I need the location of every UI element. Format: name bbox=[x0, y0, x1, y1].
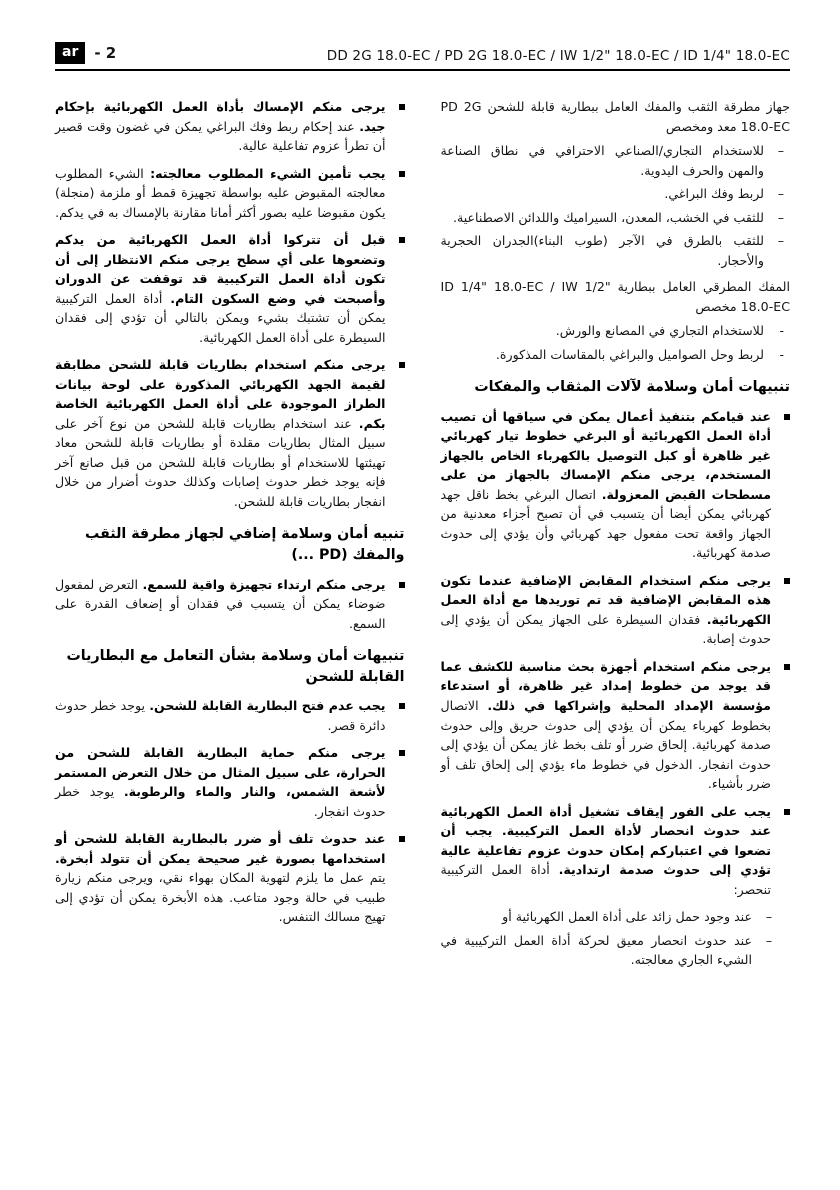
warning-item bbox=[441, 802, 791, 900]
square-bullet-icon bbox=[784, 578, 790, 584]
square-bullet-icon bbox=[784, 664, 790, 670]
use-item-text: لربط وحل الصواميل والبراغي بالمقاسات المذكورة. bbox=[495, 346, 764, 362]
warning-item-text bbox=[441, 407, 772, 563]
impact-uses-list bbox=[441, 321, 791, 364]
jam-causes-list bbox=[441, 907, 791, 970]
square-bullet-icon bbox=[784, 809, 790, 815]
left-column bbox=[55, 97, 405, 977]
dash-icon: – bbox=[777, 233, 784, 249]
jam-cause-text: عند حدوث انحصار معيق لحركة أداة العمل التركيبية في الشيء الجاري معالجته. bbox=[440, 932, 752, 968]
warning-item bbox=[441, 571, 791, 649]
right-column bbox=[441, 97, 791, 977]
warning-item bbox=[441, 657, 791, 794]
use-item-text: للاستخدام التجاري/الصناعي الاحترافي في نطاق الصناعة والمهن والحرف اليدوية. bbox=[440, 143, 764, 178]
warning-item bbox=[55, 829, 405, 927]
warning-item-text bbox=[55, 743, 386, 821]
warning-item-text bbox=[55, 355, 386, 511]
header-rule bbox=[55, 69, 790, 71]
use-item bbox=[441, 345, 785, 365]
dash-icon: - bbox=[779, 323, 784, 339]
warning-item bbox=[55, 97, 405, 156]
jam-cause-item bbox=[441, 907, 773, 927]
square-bullet-icon bbox=[399, 362, 405, 368]
pd-warning-list bbox=[55, 575, 405, 634]
warning-rest-text: يوجد خطر حدوث انفجار. bbox=[55, 784, 386, 819]
square-bullet-icon bbox=[399, 703, 405, 709]
page-title: DD 2G 18.0-EC / PD 2G 18.0-EC / IW 1/2" 18.0-EC / ID 1/4" 18.0-EC bbox=[326, 48, 790, 64]
warning-item bbox=[55, 355, 405, 511]
header-left bbox=[55, 42, 116, 64]
warning-rest-text: عند استخدام بطاريات قابلة للشحن من نوع آخر على سبيل المثال بطاريات مقلدة أو بطاريات قابلة للشحن معاد تهيئتها للاستخدام أو بطاريات قابلة للشحن من قبل صانع آخر فإنه يوجد خطر حدوث إصابات وكذلك حدوث أضرار من خلال انفجار بطاريات قابلة للشحن. bbox=[55, 415, 386, 509]
warning-item-text bbox=[55, 575, 386, 634]
use-item-text: للثقب في الخشب، المعدن، السيراميك واللدائن الاصطناعية. bbox=[452, 209, 764, 225]
device-description: جهاز مطرقة الثقب والمفك العامل ببطارية قابلة للشحن PD 2G 18.0-EC معد ومخصص bbox=[440, 99, 790, 134]
square-bullet-icon bbox=[399, 836, 405, 842]
warning-rest-text: يوجد خطر حدوث دائرة قصر. bbox=[55, 698, 386, 733]
warning-bold-text: يرجى منكم الإمساك بأداة العمل الكهربائية بإحكام جيد. bbox=[55, 99, 386, 134]
drill-safety-heading: تنبيهات أمان وسلامة لآلات المثقاب والمفكات bbox=[474, 379, 790, 396]
impact-driver-description: المفك المطرقي العامل ببطارية ID 1/4" 18.0-EC / IW 1/2" 18.0-EC مخصص bbox=[440, 279, 790, 314]
warning-item-text bbox=[441, 571, 772, 649]
warning-rest-text: فقدان السيطرة على الجهاز يمكن أن يؤدي إلى حدوث إصابة. bbox=[440, 611, 771, 647]
battery-warning-list bbox=[55, 696, 405, 927]
use-item bbox=[441, 208, 785, 228]
use-item bbox=[441, 141, 785, 180]
jam-cause-item bbox=[441, 931, 773, 970]
warning-bold-text: يرجى منكم حماية البطارية القابلة للشحن من الحرارة، على سبيل المثال من خلال التعرض المستمر لأشعة الشمس، والنار والماء والرطوبة. bbox=[55, 745, 386, 800]
warning-item bbox=[441, 407, 791, 563]
warning-rest-text: الشيء المطلوب معالجته المقبوض عليه بواسطة تجهيزة قمط أو ملزمة (منجلة) يكون مقبوضا عليه بصور أكثر أمانا مقارنة بالإمساك به في يدكم. bbox=[55, 165, 386, 220]
warning-item-text bbox=[441, 802, 772, 900]
page-content bbox=[55, 97, 790, 977]
square-bullet-icon bbox=[399, 750, 405, 756]
pd-safety-heading: تنبيه أمان وسلامة إضافي لجهاز مطرقة الثقب والمفك (PD ...) bbox=[85, 526, 405, 563]
square-bullet-icon bbox=[399, 171, 405, 177]
warning-item bbox=[55, 575, 405, 634]
warning-bold-text: يجب عدم فتح البطارية القابلة للشحن. bbox=[149, 698, 386, 714]
warning-item-text bbox=[55, 97, 386, 156]
dash-icon: – bbox=[777, 209, 784, 225]
dash-icon: – bbox=[765, 909, 772, 925]
warning-rest-text: عند إحكام ربط وفك البراغي يمكن في غضون وقت قصير أن تطرأ عزوم تفاعلية عالية. bbox=[55, 118, 386, 154]
intended-uses-list bbox=[441, 141, 791, 270]
use-item bbox=[441, 231, 785, 270]
warning-item bbox=[55, 230, 405, 347]
square-bullet-icon bbox=[399, 237, 405, 243]
warning-item-text bbox=[55, 829, 386, 927]
page-number: - 2 bbox=[94, 44, 117, 62]
drill-warning-list bbox=[441, 407, 791, 899]
jam-cause-text: عند وجود حمل زائد على أداة العمل الكهربائية أو bbox=[502, 909, 752, 925]
warning-item-text bbox=[55, 230, 386, 347]
warning-item-text bbox=[55, 164, 386, 223]
warning-item-text bbox=[55, 696, 386, 735]
warning-rest-text: الاتصال بخطوط كهرباء يمكن أن يؤدي إلى حدوث حريق وإلى حدوث صدمة كهربائية. إلحاق ضرر أو تلف بخط غاز يمكن أن يؤدي إلى حدوث انفجار. الدخول في خطوط ماء يؤدي إلى إلحاق تلف أو ضرر بأشياء. bbox=[440, 698, 771, 792]
use-item bbox=[441, 321, 785, 341]
language-badge: ar bbox=[55, 42, 85, 64]
warning-bold-text: قبل أن تتركوا أداة العمل الكهربائية من يدكم وتضعوها على أي سطح يرجى منكم الانتظار إلى أن تكون أداة العمل التركيبية قد توقفت عن الدوران وأصبحت في وضع السكون التام. bbox=[55, 232, 386, 306]
warning-item bbox=[55, 164, 405, 223]
warning-rest-text: أداة العمل التركيبية يمكن أن تشتبك بشيء ويمكن بالتالي أن تؤدي إلى فقدان السيطرة على أداة العمل الكهربائية. bbox=[55, 290, 386, 345]
warning-item bbox=[55, 743, 405, 821]
battery-safety-heading: تنبيهات أمان وسلامة بشأن التعامل مع البطاريات القابلة للشحن bbox=[66, 648, 405, 685]
warning-bold-text: يجب تأمين الشيء المطلوب معالجته: bbox=[150, 165, 386, 181]
use-item-text: لربط وفك البراغي. bbox=[664, 186, 764, 202]
warning-item-text bbox=[441, 657, 772, 794]
square-bullet-icon bbox=[399, 104, 405, 110]
warning-rest-text: اتصال البرغي بخط ناقل جهد كهربائي يمكن أيضا أن يتسبب في أن تصبح أجزاء معدنية من الجهاز واقعة تحت مفعول جهد كهربائي وأن يؤدي إلى حدوث صدمة كهربائية. bbox=[440, 486, 771, 561]
handling-warning-list bbox=[55, 97, 405, 511]
warning-bold-text: يرجى منكم استخدام المقابض الإضافية عندما تكون هذه المقابض الإضافية قد تم توريدها مع أداة العمل الكهربائية. bbox=[440, 572, 771, 627]
use-item bbox=[441, 184, 785, 204]
warning-bold-text: يجب على الفور إيقاف تشغيل أداة العمل الكهربائية عند حدوث انحصار لأداة العمل التركيبية. يجب أن تضعوا في اعتباركم إمكان حدوث عزوم تفاعلية عالية تؤدي إلى حدوث صدمة ارتدادية. bbox=[440, 803, 771, 878]
dash-icon: – bbox=[765, 932, 772, 948]
dash-icon: – bbox=[777, 143, 784, 159]
warning-rest-text: يتم عمل ما يلزم لتهوية المكان بهواء نقي، ويرجى منكم زيارة طبيب في حالة وجود متاعب. هذه الأبخرة يمكن أن تؤدي إلى تهيج مسالك التنفس. bbox=[55, 870, 386, 925]
use-item-text: للاستخدام التجاري في المصانع والورش. bbox=[555, 323, 764, 339]
dash-icon: – bbox=[777, 186, 784, 202]
warning-bold-text: يرجى منكم استخدام بطاريات قابلة للشحن مطابقة لقيمة الجهد الكهربائي المذكورة على لوحة بيانات الطراز الموجودة على أداة العمل الكهربائية الخاصة بكم. bbox=[55, 357, 386, 431]
warning-item bbox=[55, 696, 405, 735]
warning-bold-text: عند حدوث تلف أو ضرر بالبطارية القابلة للشحن أو استخدامها بصورة غير صحيحة يمكن أن تتولد أبخرة. bbox=[55, 831, 386, 866]
square-bullet-icon bbox=[399, 582, 405, 588]
square-bullet-icon bbox=[784, 414, 790, 420]
dash-icon: - bbox=[779, 346, 784, 362]
warning-rest-text: أداة العمل التركيبية تنحصر: bbox=[440, 862, 771, 897]
warning-rest-text: التعرض لمفعول ضوضاء يمكن أن يتسبب في فقدان أو إضعاف القدرة على السمع. bbox=[55, 576, 386, 631]
warning-bold-text: يرجى منكم استخدام أجهزة بحث مناسبة للكشف عما قد يوجد من خطوط إمداد غير ظاهرة، أو استدعاء مؤسسة الإمداد المحلية وإشراكها في ذلك. bbox=[440, 658, 771, 713]
warning-bold-text: يرجى منكم ارتداء تجهيزة واقية للسمع. bbox=[142, 576, 386, 592]
use-item-text: للثقب بالطرق في الآجر (طوب البناء)الجدران الحجرية والأحجار. bbox=[440, 233, 764, 268]
page-header bbox=[55, 42, 790, 64]
warning-bold-text: عند قيامكم بتنفيذ أعمال يمكن في سياقها أن تصيب أداة العمل الكهربائية أو البرغي خطوط تيار كهربائي غير ظاهرة أو كبل التوصيل بالكهرباء الخاص بالجهاز المستخدم، يرجى منكم الإمساك بالجهاز من على مسطحات القبض المعزولة. bbox=[440, 408, 771, 502]
